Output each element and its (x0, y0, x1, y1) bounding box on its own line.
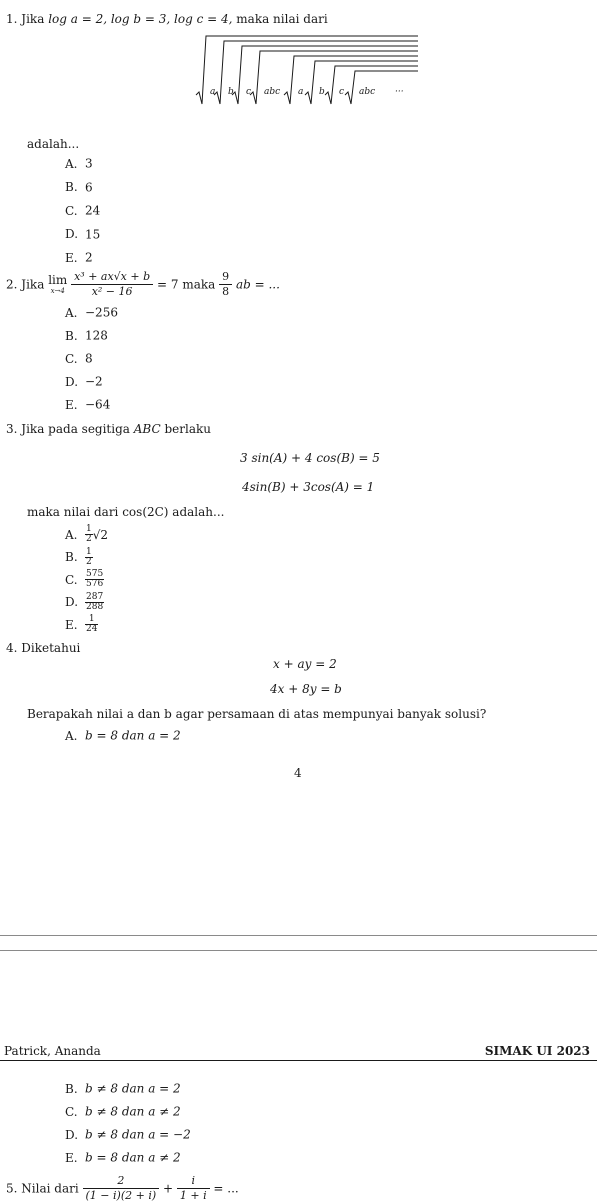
option-fraction (85, 570, 104, 590)
q5-fraction-2 (177, 1174, 210, 1203)
q3-stem-post: berlaku (164, 422, 211, 436)
option-letter: C. (65, 572, 78, 587)
option-letter: E. (65, 617, 78, 632)
q3-option-0 (65, 525, 108, 545)
radical-sign (214, 41, 418, 104)
q1-after: adalah... (27, 137, 80, 151)
option-letter: E. (65, 250, 78, 265)
page-break-line-1 (0, 935, 597, 936)
q5-plus: + (162, 1181, 174, 1196)
option-letter: D. (65, 374, 79, 389)
option-letter: C. (65, 203, 78, 218)
option-text: 8 (85, 351, 93, 366)
q3-number: 3. (6, 422, 18, 436)
fraction-numerator: 575 (86, 569, 104, 579)
q3-option-4 (65, 615, 98, 635)
radical-term: b (228, 87, 234, 97)
q4-option-3 (65, 1128, 191, 1141)
q2-coef-den: 8 (222, 284, 230, 298)
q5-fraction-1 (83, 1174, 160, 1203)
page-break-line-2 (0, 950, 597, 951)
q2-stem (6, 270, 280, 299)
q3-equation-2: 4sin(B) + 3cos(A) = 1 (242, 480, 375, 494)
radical-term: a (298, 87, 304, 97)
fraction-denominator: 24 (86, 624, 98, 635)
q2-option-0 (65, 306, 118, 319)
q4-option-2 (65, 1105, 181, 1118)
fraction-denominator: 576 (86, 579, 104, 590)
radical-term: c (339, 87, 345, 97)
option-fraction (85, 548, 93, 568)
q4-stem (6, 642, 80, 654)
option-letter: C. (65, 1104, 78, 1119)
option-fraction (85, 593, 104, 613)
option-text: 15 (85, 227, 101, 241)
q2-numerator: x³ + ax√x + b (71, 270, 153, 285)
q2-option-1 (65, 329, 108, 342)
q1-option-4 (65, 251, 93, 264)
q1-number: 1. (6, 12, 18, 26)
option-letter: A. (65, 305, 78, 320)
option-extra: √2 (92, 527, 109, 542)
q1-option-3 (65, 228, 100, 241)
option-letter: A. (65, 527, 78, 542)
header-rule (0, 1060, 597, 1061)
fraction-denominator: 2 (86, 556, 92, 567)
option-text: b ≠ 8 dan a = −2 (85, 1127, 191, 1142)
option-text: 128 (85, 328, 108, 343)
q1-option-2 (65, 204, 100, 217)
option-text: −64 (85, 397, 111, 412)
header-authors: Patrick, Ananda (4, 1044, 101, 1058)
radical-term: c (246, 87, 252, 97)
q2-number: 2. (6, 277, 18, 292)
q3-equation-1: 3 sin(A) + 4 cos(B) = 5 (240, 451, 380, 465)
q2-tail: ab = ... (235, 277, 280, 292)
q5-number: 5. (6, 1181, 18, 1196)
option-fraction (85, 525, 93, 545)
page-number: 4 (294, 766, 302, 780)
option-letter: D. (65, 1127, 79, 1142)
q2-maka: maka (182, 277, 216, 292)
option-letter: D. (65, 227, 79, 241)
radical-term: abc (264, 87, 281, 97)
radical-term: a (210, 87, 216, 97)
q5-frac1-num: 2 (83, 1174, 160, 1189)
q1-option-1 (65, 181, 93, 194)
q2-equals: = 7 (156, 277, 179, 292)
q2-limit (48, 274, 67, 295)
fraction-denominator: 2 (86, 534, 92, 545)
option-text: 6 (85, 180, 93, 194)
q4-option-1 (65, 1082, 181, 1095)
option-letter: B. (65, 550, 78, 565)
q3-option-1 (65, 548, 93, 568)
q5-frac2-num: i (177, 1174, 210, 1189)
q3-triangle: ABC (133, 422, 161, 436)
header-exam: SIMAK UI 2023 (484, 1044, 590, 1058)
fraction-numerator: 1 (86, 524, 92, 534)
option-text: −2 (85, 374, 103, 389)
fraction-numerator: 1 (86, 546, 92, 557)
q2-coef-num: 9 (219, 270, 232, 285)
q5-frac1-den: (1 − i)(2 + i) (85, 1188, 157, 1202)
option-text: 24 (85, 203, 101, 218)
option-text: 2 (85, 250, 93, 265)
option-letter: E. (65, 1150, 78, 1165)
q1-stem (6, 13, 328, 25)
q4-stem-text: Diketahui (21, 641, 81, 655)
radical-sign (325, 66, 418, 104)
radical-sign (305, 61, 418, 104)
q3-stem-text: Jika pada segitiga (21, 422, 130, 436)
q4-equation-2: 4x + 8y = b (270, 682, 342, 696)
fraction-numerator: 1 (85, 615, 98, 625)
fraction-numerator: 287 (86, 591, 104, 602)
fraction-denominator: 288 (86, 601, 104, 612)
q5-frac2-den: 1 + i (179, 1188, 207, 1202)
radical-term: ··· (395, 87, 404, 97)
option-letter: B. (65, 1081, 78, 1096)
q4-ask: Berapakah nilai a dan b agar persamaan di atas mempunyai banyak solusi? (27, 707, 487, 721)
q4-number: 4. (6, 641, 18, 655)
q5-tail: = ... (213, 1181, 239, 1196)
q4-option-0 (65, 729, 181, 742)
q3-option-2 (65, 570, 104, 590)
q1-stem-math: log a = 2, log b = 3, log c = 4, (48, 12, 233, 26)
q3-ask: maka nilai dari cos(2C) adalah... (27, 505, 225, 519)
q2-lim-word: lim (48, 272, 68, 287)
radical-term: b (319, 87, 325, 97)
q1-stem-post: maka nilai dari (236, 12, 328, 26)
option-text: b ≠ 8 dan a ≠ 2 (85, 1104, 181, 1119)
option-text: b = 8 dan a ≠ 2 (85, 1150, 181, 1165)
q4-option-4 (65, 1151, 181, 1164)
q2-fraction (71, 270, 153, 299)
q1-nested-radical (0, 30, 597, 140)
option-letter: B. (65, 328, 78, 343)
q4-equation-1: x + ay = 2 (273, 657, 337, 671)
option-letter: D. (65, 595, 79, 610)
radical-term: abc (359, 87, 376, 97)
option-letter: C. (65, 351, 78, 366)
option-letter: E. (65, 397, 78, 412)
q2-option-3 (65, 375, 103, 388)
q2-stem-pre: Jika (21, 277, 45, 292)
q2-coef (219, 270, 232, 299)
option-letter: B. (65, 180, 78, 194)
q5-stem-pre: Nilai dari (21, 1181, 79, 1196)
option-fraction (85, 615, 98, 635)
option-text: b = 8 dan a = 2 (85, 728, 181, 743)
option-letter: A. (65, 728, 78, 743)
q2-lim-sub: x→4 (50, 286, 65, 295)
q3-stem (6, 423, 211, 435)
q2-denominator: x² − 16 (91, 284, 133, 298)
option-text: b ≠ 8 dan a = 2 (85, 1081, 181, 1096)
q3-option-3 (65, 593, 104, 613)
q5-stem (6, 1174, 239, 1203)
q2-option-2 (65, 352, 93, 365)
q1-option-0 (65, 157, 93, 170)
q1-stem-pre: Jika (21, 12, 45, 26)
option-letter: A. (65, 156, 78, 171)
option-text: −256 (85, 305, 118, 320)
option-text: 3 (85, 156, 93, 171)
radical-sign (345, 71, 418, 104)
q2-option-4 (65, 398, 110, 411)
